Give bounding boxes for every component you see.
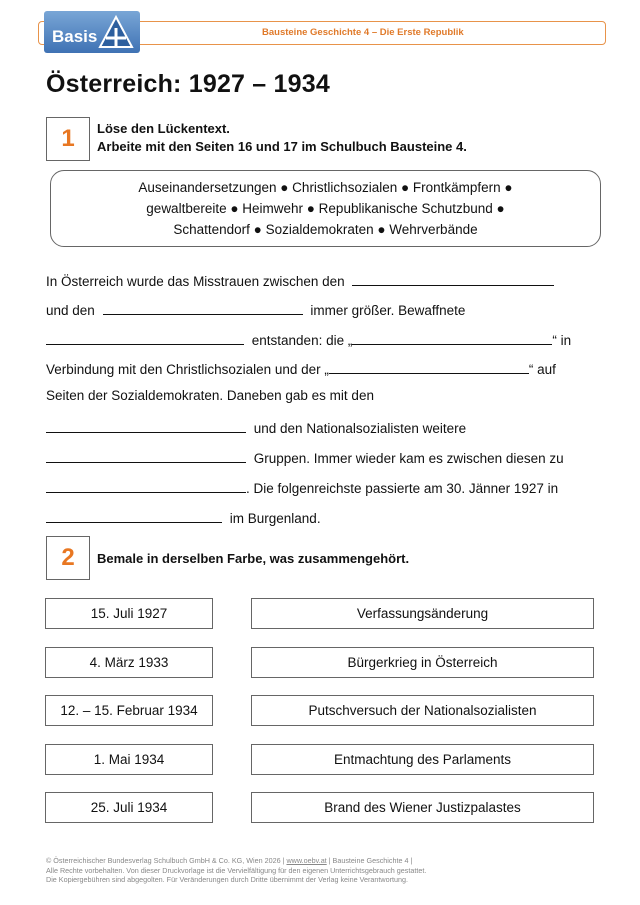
gap-line-5 [46,388,606,403]
gap-text: immer größer. Bewaffnete [310,303,466,318]
footer [46,856,426,885]
gap-text: “ auf [528,362,556,377]
gap-line-9 [46,508,606,526]
basis-logo [44,11,140,53]
date-box[interactable]: 12. – 15. Februar 1934 [45,695,213,726]
gap-text: “ in [552,333,572,348]
task2-instruction: Bemale in derselben Farbe, was zusammengehört. [97,551,410,566]
blank-field[interactable] [329,359,529,374]
task1-instructions [97,120,467,156]
gap-text: und den [46,303,95,318]
footer-book-text: | Bausteine Geschichte 4 | [328,856,413,865]
blank-field[interactable] [46,448,246,463]
header-title: Bausteine Geschichte 4 – Die Erste Republik [262,27,464,38]
event-box[interactable]: Putschversuch der Nationalsozialisten [251,695,594,726]
blank-field[interactable] [352,330,552,345]
logo-text: Basis [52,27,98,46]
date-box[interactable]: 4. März 1933 [45,647,213,678]
word-bank-line: gewaltbereite ● Heimwehr ● Republikanische Schutzbund ● [146,201,505,216]
event-box[interactable]: Entmachtung des Parlaments [251,744,594,775]
footer-line-2: Alle Rechte vorbehalten. Von dieser Druckvorlage ist die Vervielfältigung für den eigenen Unterrichtsgebrauch gestattet. [46,865,427,875]
gap-text: Verbindung mit den Christlichsozialen und der „ [46,362,329,377]
date-box[interactable]: 1. Mai 1934 [45,744,213,775]
date-box[interactable]: 15. Juli 1927 [45,598,213,629]
gap-line-7 [46,448,606,466]
gap-line-4 [46,359,606,377]
gap-line-3 [46,330,606,348]
blank-field[interactable] [46,418,246,433]
task1-line2: Arbeite mit den Seiten 16 und 17 im Schulbuch Bausteine 4. [97,139,467,154]
gap-text: Gruppen. Immer wieder kam es zwischen diesen zu [253,451,564,466]
triangle-logo-icon [98,14,134,50]
copyright-text: © Österreichischer Bundesverlag Schulbuch GmbH & Co. KG, Wien 2026 | [46,856,285,865]
gap-line-8 [46,478,606,496]
word-bank-line: Auseinandersetzungen ● Christlichsozialen ● Frontkämpfern ● [138,180,513,195]
gap-line-1 [46,271,606,289]
gap-line-6 [46,418,606,436]
task1-line1: Löse den Lückentext. [97,121,230,136]
blank-field[interactable] [46,508,222,523]
footer-line-3: Die Kopiergebühren sind abgegolten. Für Veränderungen durch Dritte übernimmt der Verlag keine Verantwortung. [46,875,408,884]
gap-text: . Die folgenreichste passierte am 30. Jänner 1927 in [246,481,559,496]
gap-line-2 [46,300,606,318]
page-title: Österreich: 1927 – 1934 [46,70,330,98]
event-box[interactable]: Verfassungsänderung [251,598,594,629]
event-box[interactable]: Brand des Wiener Justizpalastes [251,792,594,823]
publisher-link[interactable]: www.oebv.at [286,856,327,865]
date-box[interactable]: 25. Juli 1934 [45,792,213,823]
blank-field[interactable] [46,330,244,345]
task-number-2: 2 [46,536,90,580]
footer-line-1 [46,856,426,866]
gap-text: Seiten der Sozialdemokraten. Daneben gab es mit den [46,388,374,403]
gap-text: In Österreich wurde das Misstrauen zwischen den [46,274,345,289]
blank-field[interactable] [352,271,554,286]
word-bank [50,170,601,247]
blank-field[interactable] [103,300,303,315]
blank-field[interactable] [46,478,246,493]
gap-text: im Burgenland. [229,511,321,526]
gap-text: und den Nationalsozialisten weitere [253,421,467,436]
word-bank-line: Schattendorf ● Sozialdemokraten ● Wehrverbände [173,222,478,237]
gap-text: entstanden: die „ [251,333,353,348]
event-box[interactable]: Bürgerkrieg in Österreich [251,647,594,678]
task-number-1: 1 [46,117,90,161]
